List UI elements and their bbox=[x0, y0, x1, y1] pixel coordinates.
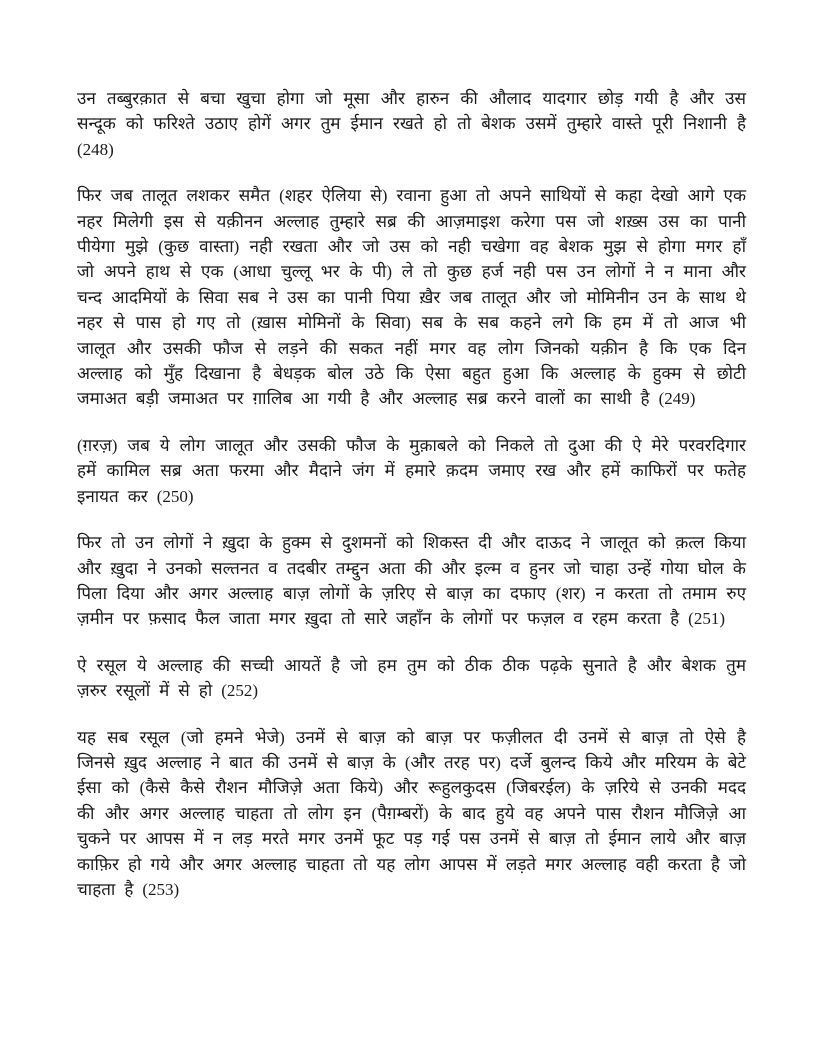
paragraph-verse-253: यह सब रसूल (जो हमने भेजे) उनमें से बाज़ को बाज़ पर फज़ीलत दी उनमें से बाज़ तो ऐसे है जिनसे ख़ुद अल्लाह ने बात की उनमें से बाज़ के (और तरह पर) दर्जे बुलन्द किये और मरियम के बेटे ईसा को (कैसे कैसे रौशन मौजिज़े अता किये) और रूहुलकुदस (जिबरईल) के ज़रिये से उनकी मदद की और अगर अल्लाह चाहता तो लोग इन (पैग़म्बरों) के बाद हुये वह अपने पास रौशन मौजिज़े आ चुकने पर आपस में न लड़ मरते मगर उनमें फूट पड़ गई पस उनमें से बाज़ तो ईमान लाये और बाज़ काफ़िर हो गये और अगर अल्लाह चाहता तो यह लोग आपस में लड़ते मगर अल्लाह वही करता है जो चाहता है (253) bbox=[77, 727, 746, 899]
paragraph-verse-252: ऐ रसूल ये अल्लाह की सच्ची आयतें है जो हम तुम को ठीक ठीक पढ़के सुनाते है और बेशक तुम ज़रुर रसूलों में से हो (252) bbox=[77, 655, 746, 701]
paragraph-verse-248: उन तब्बुरक़ात से बचा खुचा होगा जो मूसा और हारुन की औलाद यादगार छोड़ गयी है और उस सन्दूक को फरिश्ते उठाए होगें अगर तुम ईमान रखते हो तो बेशक उसमें तुम्हारे वास्ते पूरी निशानी है (248) bbox=[77, 89, 746, 159]
paragraph-verse-250: (ग़रज़) जब ये लोग जालूत और उसकी फौज के मुक़ाबले को निकले तो दुआ की ऐ मेरे परवरदिगार हमें कामिल सब्र अता फरमा और मैदाने जंग में हमारे क़दम जमाए रख और हमें काफिरों पर फतेह इनायत कर (250) bbox=[77, 435, 746, 506]
paragraph-verse-249: फिर जब तालूत लशकर समैत (शहर ऐलिया से) रवाना हुआ तो अपने साथियों से कहा देखो आगे एक नहर मिलेगी इस से यक़ीनन अल्लाह तुम्हारे सब्र की आज़माइश करेगा पस जो शख़्स उस का पानी पीयेगा मुझे (कुछ वास्ता) नही रखता और जो उस को नही चखेगा वह बेशक मुझ से होगा मगर हाँ जो अपने हाथ से एक (आधा चुल्लू भर के पी) ले तो कुछ हर्ज नही पस उन लोगों ने न माना और चन्द आदमियों के सिवा सब ने उस का पानी पिया ख़ैर जब तालूत और जो मोमिनीन उन के साथ थे नहर से पास हो गए तो (ख़ास मोमिनों के सिवा) सब के सब कहने लगे कि हम में तो आज भी जालूत और उसकी फौज से लड़ने की सकत नहीं मगर वह लोग जिनको यक़ीन है कि एक दिन अल्लाह को मुँह दिखाना है बेधड़क बोल उठे कि ऐसा बहुत हुआ कि अल्लाह के हुक्म से छोटी जमाअत बड़ी जमाअत पर ग़ालिब आ गयी है और अल्लाह सब्र करने वालों का साथी है (249) bbox=[77, 186, 746, 409]
paragraph-verse-251: फिर तो उन लोगों ने ख़ुदा के हुक्म से दुशमनों को शिकस्त दी और दाऊद ने जालूत को क़त्ल किया और ख़ुदा ने उनको सल्तनत व तदबीर तम्द्दुन अता की और इल्म व हुनर जो चाहा उन्हें गोया घोल के पिला दिया और अगर अल्लाह बाज़ लोगों के ज़रिए से बाज़ का दफाए (शर) न करता तो तमाम रुए ज़मीन पर फ़साद फैल जाता मगर ख़ुदा तो सारे जहाँन के लोगों पर फज़ल व रहम करता है (251) bbox=[77, 533, 746, 629]
